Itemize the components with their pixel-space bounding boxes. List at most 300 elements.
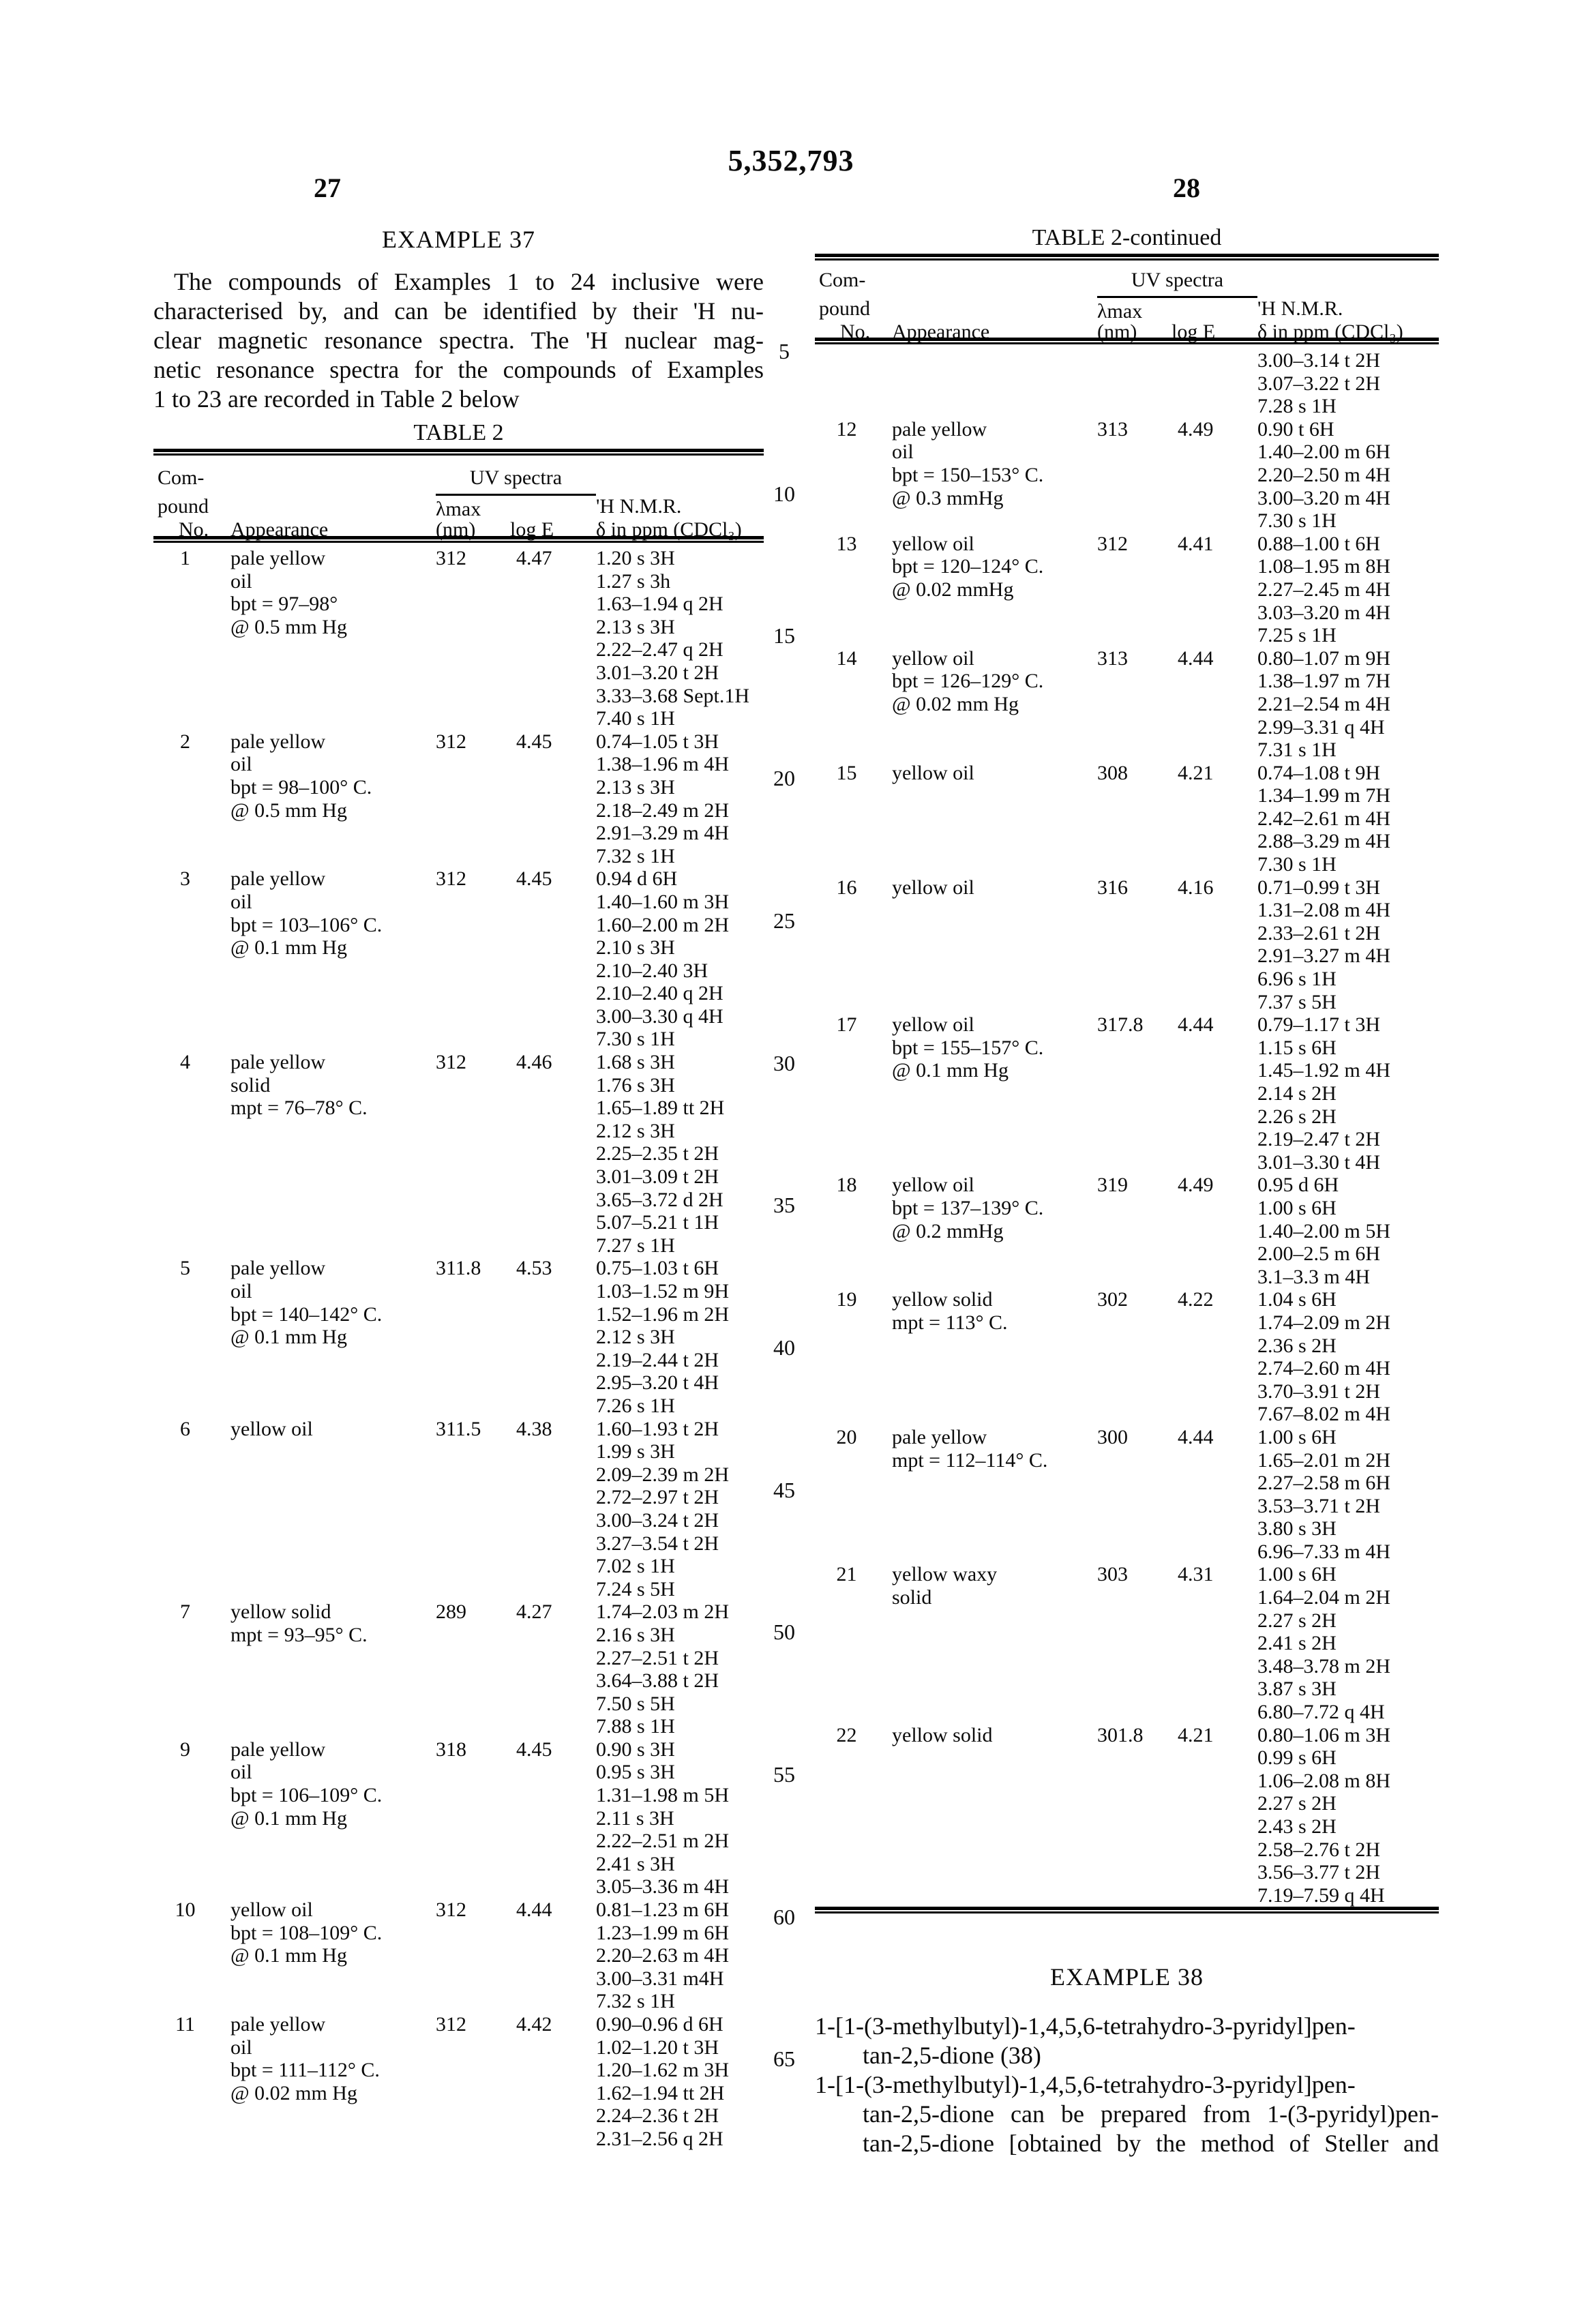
table-row [815,876,1439,1014]
nmr-line: 2.42–2.61 m 4H [1257,807,1390,830]
table-row [815,1013,1439,1174]
appearance-line: solid [892,1586,932,1609]
appearance-line: oil [230,1280,252,1302]
header-compound-line1: Com- [819,269,866,291]
nmr-line: 1.34–1.99 m 7H [1257,784,1390,807]
nmr-line: 2.27–2.45 m 4H [1257,578,1390,601]
appearance-line: yellow solid [892,1288,993,1311]
margin-line-number: 60 [773,1905,795,1929]
header-nmr-line1: 'H N.M.R. [1257,297,1343,320]
cell-lambda-max: 312 [436,1051,466,1074]
table-row [153,1600,764,1738]
nmr-line: 1.04 s 6H [1257,1288,1337,1311]
cell-lambda-max: 312 [436,547,466,569]
appearance-line: mpt = 113° C. [892,1311,1008,1334]
nmr-line: 2.10–2.40 q 2H [596,982,723,1005]
nmr-line: 3.03–3.20 m 4H [1257,601,1390,624]
header-appearance: Appearance [230,518,329,541]
nmr-line: 3.00–3.20 m 4H [1257,486,1390,509]
nmr-line: 1.62–1.94 tt 2H [596,2081,725,2104]
cell-nmr [596,1418,764,1601]
nmr-line: 7.26 s 1H [596,1394,675,1417]
appearance-line: yellow solid [230,1600,331,1624]
nmr-line: 2.09–2.39 m 2H [596,1463,729,1486]
paragraph-line: The compounds of Examples 1 to 24 inclusive were [174,268,764,295]
appearance-line: pale yellow [892,1425,987,1448]
nmr-line: 3.87 s 3H [1257,1678,1337,1701]
nmr-line: 7.31 s 1H [1257,739,1337,762]
nmr-line: 1.20–1.62 m 3H [596,2059,729,2082]
header-uv-spectra: UV spectra [1131,269,1224,291]
appearance-line: bpt = 155–157° C. [892,1036,1044,1059]
cell-log-e: 4.49 [1178,1174,1214,1197]
nmr-line: 0.90–0.96 d 6H [596,2013,723,2036]
cell-log-e: 4.27 [516,1600,552,1624]
cell-log-e: 4.42 [516,2013,552,2036]
nmr-line: 7.28 s 1H [1257,395,1337,418]
cell-nmr [596,867,764,1051]
nmr-line: 2.13 s 3H [596,775,675,799]
nmr-line: 3.00–3.30 q 4H [596,1004,723,1028]
nmr-line: 7.02 s 1H [596,1555,675,1578]
page-number-left: 27 [314,173,341,203]
appearance-line: oil [230,1761,252,1784]
nmr-line: 1.65–1.89 tt 2H [596,1097,725,1120]
appearance-line: @ 0.1 mm Hg [230,1944,347,1967]
header-compound-line2: pound [819,297,870,320]
cell-lambda-max: 311.8 [436,1257,481,1280]
nmr-line: 1.20 s 3H [596,547,675,569]
paragraph-line: tan-2,5-dione (38) [863,2042,1041,2069]
nmr-line: 2.20–2.50 m 4H [1257,463,1390,486]
cell-appearance [892,1563,1097,1609]
cell-compound-no: 22 [836,1723,857,1746]
nmr-line: 1.00 s 6H [1257,1563,1337,1586]
appearance-line: pale yellow [230,1051,326,1074]
cell-nmr [596,1257,764,1417]
cell-log-e: 4.44 [1178,646,1214,670]
table-2-title: TABLE 2 [413,420,504,445]
nmr-line: 2.27 s 2H [1257,1792,1337,1815]
nmr-line: 7.30 s 1H [1257,509,1337,533]
nmr-line: 0.90 t 6H [1257,417,1334,441]
paragraph-line: clear magnetic resonance spectra. The 'H nuclear mag- [153,327,764,354]
nmr-line: 1.31–2.08 m 4H [1257,899,1390,922]
cell-lambda-max: 301.8 [1097,1723,1144,1746]
margin-line-number: 65 [773,2046,795,2071]
table-rule-top [153,449,764,456]
nmr-line: 2.58–2.76 t 2H [1257,1838,1380,1861]
cell-nmr [596,1600,764,1738]
nmr-line: 3.07–3.22 t 2H [1257,372,1380,395]
header-lambda-nm: (nm) [436,518,476,541]
nmr-line: 1.15 s 6H [1257,1036,1337,1059]
uv-spectra-underline [1097,296,1257,298]
nmr-line: 0.74–1.08 t 9H [1257,761,1380,784]
nmr-line: 6.80–7.72 q 4H [1257,1701,1385,1724]
appearance-line: bpt = 150–153° C. [892,463,1044,486]
cell-compound-no: 20 [836,1425,857,1448]
cell-lambda-max: 319 [1097,1174,1128,1197]
nmr-line: 6.96 s 1H [1257,968,1337,991]
cell-lambda-max: 302 [1097,1288,1128,1311]
nmr-line: 0.95 d 6H [1257,1174,1339,1197]
table-2-continued-body [815,349,1439,1907]
cell-appearance [892,1013,1097,1082]
appearance-line: yellow oil [892,646,974,670]
table-row [815,1563,1439,1723]
cell-compound-no: 14 [836,646,857,670]
nmr-line: 3.80 s 3H [1257,1517,1337,1540]
cell-appearance [230,547,436,638]
appearance-line: yellow oil [230,1898,313,1922]
table-2-header [153,456,764,541]
nmr-line: 3.56–3.77 t 2H [1257,1861,1380,1884]
paragraph-line: tan-2,5-dione [obtained by the method of Steller and [863,2130,1439,2157]
appearance-line: pale yellow [230,867,326,891]
nmr-line: 2.12 s 3H [596,1119,675,1142]
paragraph-line: 1-[1-(3-methylbutyl)-1,4,5,6-tetrahydro-3-pyridyl]pen- [815,2071,1356,2098]
table-row [815,533,1439,647]
table-row [815,1174,1439,1288]
appearance-line: oil [230,890,252,913]
margin-line-number: 45 [773,1478,795,1502]
cell-nmr [596,730,764,868]
nmr-line: 1.38–1.96 m 4H [596,753,729,776]
cell-nmr [1257,1426,1439,1564]
nmr-line: 3.00–3.24 t 2H [596,1508,719,1532]
appearance-line: @ 0.5 mm Hg [230,799,347,822]
nmr-line: 0.75–1.03 t 6H [596,1257,719,1280]
appearance-line: yellow oil [230,1417,313,1440]
appearance-line: yellow oil [892,876,974,899]
table-row [153,1257,764,1417]
header-compound-line2: pound [158,495,209,518]
cell-lambda-max: 316 [1097,876,1128,899]
appearance-line: pale yellow [230,547,326,569]
cell-nmr [596,1898,764,2013]
nmr-line: 3.53–3.71 t 2H [1257,1494,1380,1517]
appearance-line: bpt = 106–109° C. [230,1784,383,1807]
cell-compound-no: 19 [836,1288,857,1311]
nmr-line: 3.1–3.3 m 4H [1257,1265,1370,1288]
cell-nmr [1257,647,1439,762]
header-compound-no: No. [178,518,209,541]
cell-lambda-max: 312 [1097,532,1128,555]
cell-appearance [230,1257,436,1348]
appearance-line: @ 0.2 mmHg [892,1219,1004,1242]
nmr-line: 1.40–1.60 m 3H [596,890,729,913]
cell-nmr [596,547,764,730]
cell-nmr [1257,1013,1439,1174]
nmr-line: 1.60–1.93 t 2H [596,1417,719,1440]
cell-compound-no: 3 [180,867,190,891]
nmr-line: 0.81–1.23 m 6H [596,1898,729,1922]
cell-log-e: 4.41 [1178,532,1214,555]
cell-nmr [1257,1288,1439,1426]
nmr-line: 7.30 s 1H [596,1028,675,1051]
appearance-line: @ 0.3 mmHg [892,486,1004,509]
cell-log-e: 4.46 [516,1051,552,1074]
cell-appearance [230,1600,436,1646]
nmr-line: 0.80–1.07 m 9H [1257,646,1390,670]
appearance-line: @ 0.1 mm Hg [892,1059,1009,1082]
cell-compound-no: 9 [180,1738,190,1761]
nmr-line: 3.65–3.72 d 2H [596,1188,723,1211]
appearance-line: yellow oil [892,532,974,555]
nmr-line: 2.27–2.58 m 6H [1257,1472,1390,1495]
nmr-line: 2.36 s 2H [1257,1334,1337,1357]
appearance-line: oil [892,441,914,464]
table-2-body [153,547,764,2151]
table-row [815,349,1439,418]
nmr-line: 7.67–8.02 m 4H [1257,1403,1390,1426]
cell-log-e: 4.49 [1178,417,1214,441]
table-row [815,1288,1439,1426]
nmr-line: 3.33–3.68 Sept.1H [596,684,749,707]
nmr-line: 2.74–2.60 m 4H [1257,1357,1390,1380]
cell-appearance [892,762,1097,785]
cell-appearance [892,1724,1097,1747]
header-lambda-max: λmax [436,498,481,520]
nmr-line: 3.70–3.91 t 2H [1257,1380,1380,1403]
nmr-line: 1.64–2.04 m 2H [1257,1586,1390,1609]
nmr-line: 7.30 s 1H [1257,853,1337,876]
table-continued-rule-bottom [815,1907,1439,1913]
nmr-line: 7.88 s 1H [596,1715,675,1738]
nmr-line: 3.05–3.36 m 4H [596,1875,729,1898]
intro-paragraph [153,267,764,414]
nmr-line: 0.74–1.05 t 3H [596,730,719,753]
cell-compound-no: 11 [175,2013,195,2036]
margin-line-number: 50 [773,1620,795,1644]
margin-line-number: 10 [773,481,795,506]
cell-lambda-max: 312 [436,867,466,891]
paragraph-line: netic resonance spectra for the compounds of Examples [153,356,764,383]
nmr-line: 1.65–2.01 m 2H [1257,1448,1390,1472]
cell-lambda-max: 308 [1097,761,1128,784]
nmr-line: 3.64–3.88 t 2H [596,1669,719,1693]
nmr-line: 1.99 s 3H [596,1440,675,1463]
nmr-line: 2.41 s 2H [1257,1632,1337,1655]
nmr-line: 1.68 s 3H [596,1051,675,1074]
nmr-line: 1.74–2.09 m 2H [1257,1311,1390,1334]
appearance-line: @ 0.02 mmHg [892,578,1014,601]
nmr-line: 2.33–2.61 t 2H [1257,921,1380,944]
appearance-line: bpt = 103–106° C. [230,913,383,936]
cell-nmr [1257,1174,1439,1288]
cell-compound-no: 6 [180,1417,190,1440]
nmr-line: 2.99–3.31 q 4H [1257,715,1385,739]
paragraph-line: 1-[1-(3-methylbutyl)-1,4,5,6-tetrahydro-3-pyridyl]pen- [815,2012,1356,2040]
example-37-heading: EXAMPLE 37 [382,226,535,253]
header-nmr-line2: δ in ppm (CDCl₃) [596,518,742,541]
cell-appearance [230,730,436,822]
nmr-line: 2.91–3.27 m 4H [1257,944,1390,968]
nmr-line: 1.40–2.00 m 6H [1257,441,1390,464]
nmr-line: 1.31–1.98 m 5H [596,1784,729,1807]
margin-line-number: 55 [773,1762,795,1787]
paragraph-line: tan-2,5-dione can be prepared from 1-(3-pyridyl)pen- [863,2100,1439,2128]
nmr-line: 2.27 s 2H [1257,1609,1337,1632]
appearance-line: pale yellow [892,417,987,441]
cell-log-e: 4.38 [516,1417,552,1440]
cell-lambda-max: 300 [1097,1425,1128,1448]
header-lambda-nm: (nm) [1097,321,1137,343]
margin-line-number: 15 [773,623,795,648]
header-nmr-line1: 'H N.M.R. [596,495,682,518]
nmr-line: 2.72–2.97 t 2H [596,1486,719,1509]
appearance-line: oil [230,569,252,593]
header-nmr-line2: δ in ppm (CDCl₃) [1257,321,1403,343]
nmr-line: 0.90 s 3H [596,1738,675,1761]
cell-appearance [892,1288,1097,1334]
table-continued-rule-top [815,254,1439,260]
appearance-line: yellow waxy [892,1563,998,1586]
nmr-line: 0.71–0.99 t 3H [1257,876,1380,899]
margin-line-number: 35 [773,1193,795,1217]
appearance-line: bpt = 126–129° C. [892,670,1044,693]
nmr-line: 1.76 s 3H [596,1073,675,1097]
appearance-line: solid [230,1073,271,1097]
cell-lambda-max: 303 [1097,1563,1128,1586]
cell-compound-no: 5 [180,1257,190,1280]
nmr-line: 0.94 d 6H [596,867,678,891]
cell-log-e: 4.53 [516,1257,552,1280]
header-lambda-max: λmax [1097,300,1143,323]
table-2-continued-header [815,260,1439,343]
cell-appearance [230,2013,436,2104]
appearance-line: @ 0.5 mm Hg [230,615,347,638]
nmr-line: 2.26 s 2H [1257,1105,1337,1128]
nmr-line: 1.63–1.94 q 2H [596,593,723,616]
nmr-line: 2.11 s 3H [596,1806,674,1830]
cell-lambda-max: 311.5 [436,1417,481,1440]
cell-log-e: 4.16 [1178,876,1214,899]
cell-compound-no: 12 [836,417,857,441]
nmr-line: 1.00 s 6H [1257,1196,1337,1219]
cell-log-e: 4.31 [1178,1563,1214,1586]
table-row [153,547,764,730]
nmr-line: 2.20–2.63 m 4H [596,1944,729,1967]
nmr-line: 1.52–1.96 m 2H [596,1302,729,1326]
cell-nmr [596,1738,764,1898]
cell-appearance [892,1174,1097,1242]
cell-log-e: 4.44 [1178,1013,1214,1037]
cell-log-e: 4.44 [516,1898,552,1922]
table-rule-header-bottom [153,536,764,543]
appearance-line: pale yellow [230,1738,326,1761]
appearance-line: bpt = 111–112° C. [230,2059,380,2082]
table-row [815,1426,1439,1564]
header-uv-spectra: UV spectra [469,466,563,489]
nmr-line: 1.45–1.92 m 4H [1257,1059,1390,1082]
nmr-line: 3.01–3.30 t 4H [1257,1150,1380,1174]
nmr-line: 2.95–3.20 t 4H [596,1371,719,1395]
nmr-line: 7.37 s 5H [1257,990,1337,1013]
table-row [815,1724,1439,1907]
nmr-line: 1.38–1.97 m 7H [1257,670,1390,693]
cell-nmr [1257,349,1439,418]
cell-lambda-max: 312 [436,1898,466,1922]
cell-log-e: 4.44 [1178,1425,1214,1448]
appearance-line: @ 0.1 mm Hg [230,936,347,959]
nmr-line: 1.74–2.03 m 2H [596,1600,729,1624]
cell-appearance [892,876,1097,899]
nmr-line: 0.79–1.17 t 3H [1257,1013,1380,1037]
nmr-line: 7.27 s 1H [596,1234,675,1257]
nmr-line: 1.06–2.08 m 8H [1257,1769,1390,1792]
appearance-line: bpt = 98–100° C. [230,775,372,799]
cell-log-e: 4.45 [516,730,552,753]
nmr-line: 2.14 s 2H [1257,1082,1337,1105]
header-log-e: log E [1171,321,1216,343]
nmr-line: 7.19–7.59 q 4H [1257,1883,1385,1907]
cell-log-e: 4.45 [516,1738,552,1761]
nmr-line: 2.27–2.51 t 2H [596,1646,719,1669]
nmr-line: 3.00–3.31 m4H [596,1967,724,1990]
cell-nmr [1257,533,1439,647]
nmr-line: 1.60–2.00 m 2H [596,913,729,936]
appearance-line: yellow solid [892,1723,993,1746]
nmr-line: 2.21–2.54 m 4H [1257,692,1390,715]
nmr-line: 2.25–2.35 t 2H [596,1142,719,1165]
cell-log-e: 4.45 [516,867,552,891]
cell-appearance [230,867,436,959]
appearance-line: bpt = 137–139° C. [892,1196,1044,1219]
nmr-line: 7.50 s 5H [596,1692,675,1715]
appearance-line: pale yellow [230,2013,326,2036]
nmr-line: 2.19–2.44 t 2H [596,1348,719,1371]
cell-appearance [892,533,1097,601]
appearance-line: oil [230,753,252,776]
nmr-line: 7.25 s 1H [1257,624,1337,647]
nmr-line: 1.00 s 6H [1257,1425,1337,1448]
cell-log-e: 4.22 [1178,1288,1214,1311]
appearance-line: bpt = 97–98° [230,593,338,616]
cell-compound-no: 21 [836,1563,857,1586]
header-compound-no: No. [839,321,871,343]
cell-log-e: 4.21 [1178,761,1214,784]
nmr-line: 1.27 s 3h [596,569,671,593]
cell-compound-no: 17 [836,1013,857,1037]
nmr-line: 0.99 s 6H [1257,1746,1337,1770]
paragraph-line: characterised by, and can be identified by their 'H nu- [153,297,764,325]
appearance-line: mpt = 112–114° C. [892,1448,1048,1472]
nmr-line: 7.40 s 1H [596,707,675,730]
appearance-line: mpt = 93–95° C. [230,1623,368,1646]
cell-appearance [892,418,1097,509]
table-row [815,762,1439,876]
appearance-line: yellow oil [892,1174,974,1197]
nmr-line: 2.88–3.29 m 4H [1257,830,1390,853]
table-row [153,730,764,868]
patent-number: 5,352,793 [728,144,854,177]
margin-line-number: 40 [773,1335,795,1360]
nmr-line: 2.41 s 3H [596,1852,675,1875]
table-continued-rule-header-bottom [815,338,1439,344]
uv-spectra-underline [436,494,596,496]
cell-log-e: 4.47 [516,547,552,569]
nmr-line: 2.31–2.56 q 2H [596,2127,723,2150]
cell-appearance [230,1738,436,1830]
nmr-line: 7.32 s 1H [596,1990,675,2013]
table-row [153,1898,764,2013]
paragraph-line: 1 to 23 are recorded in Table 2 below [153,385,520,413]
cell-appearance [892,647,1097,716]
cell-compound-no: 18 [836,1174,857,1197]
table-row [153,867,764,1051]
